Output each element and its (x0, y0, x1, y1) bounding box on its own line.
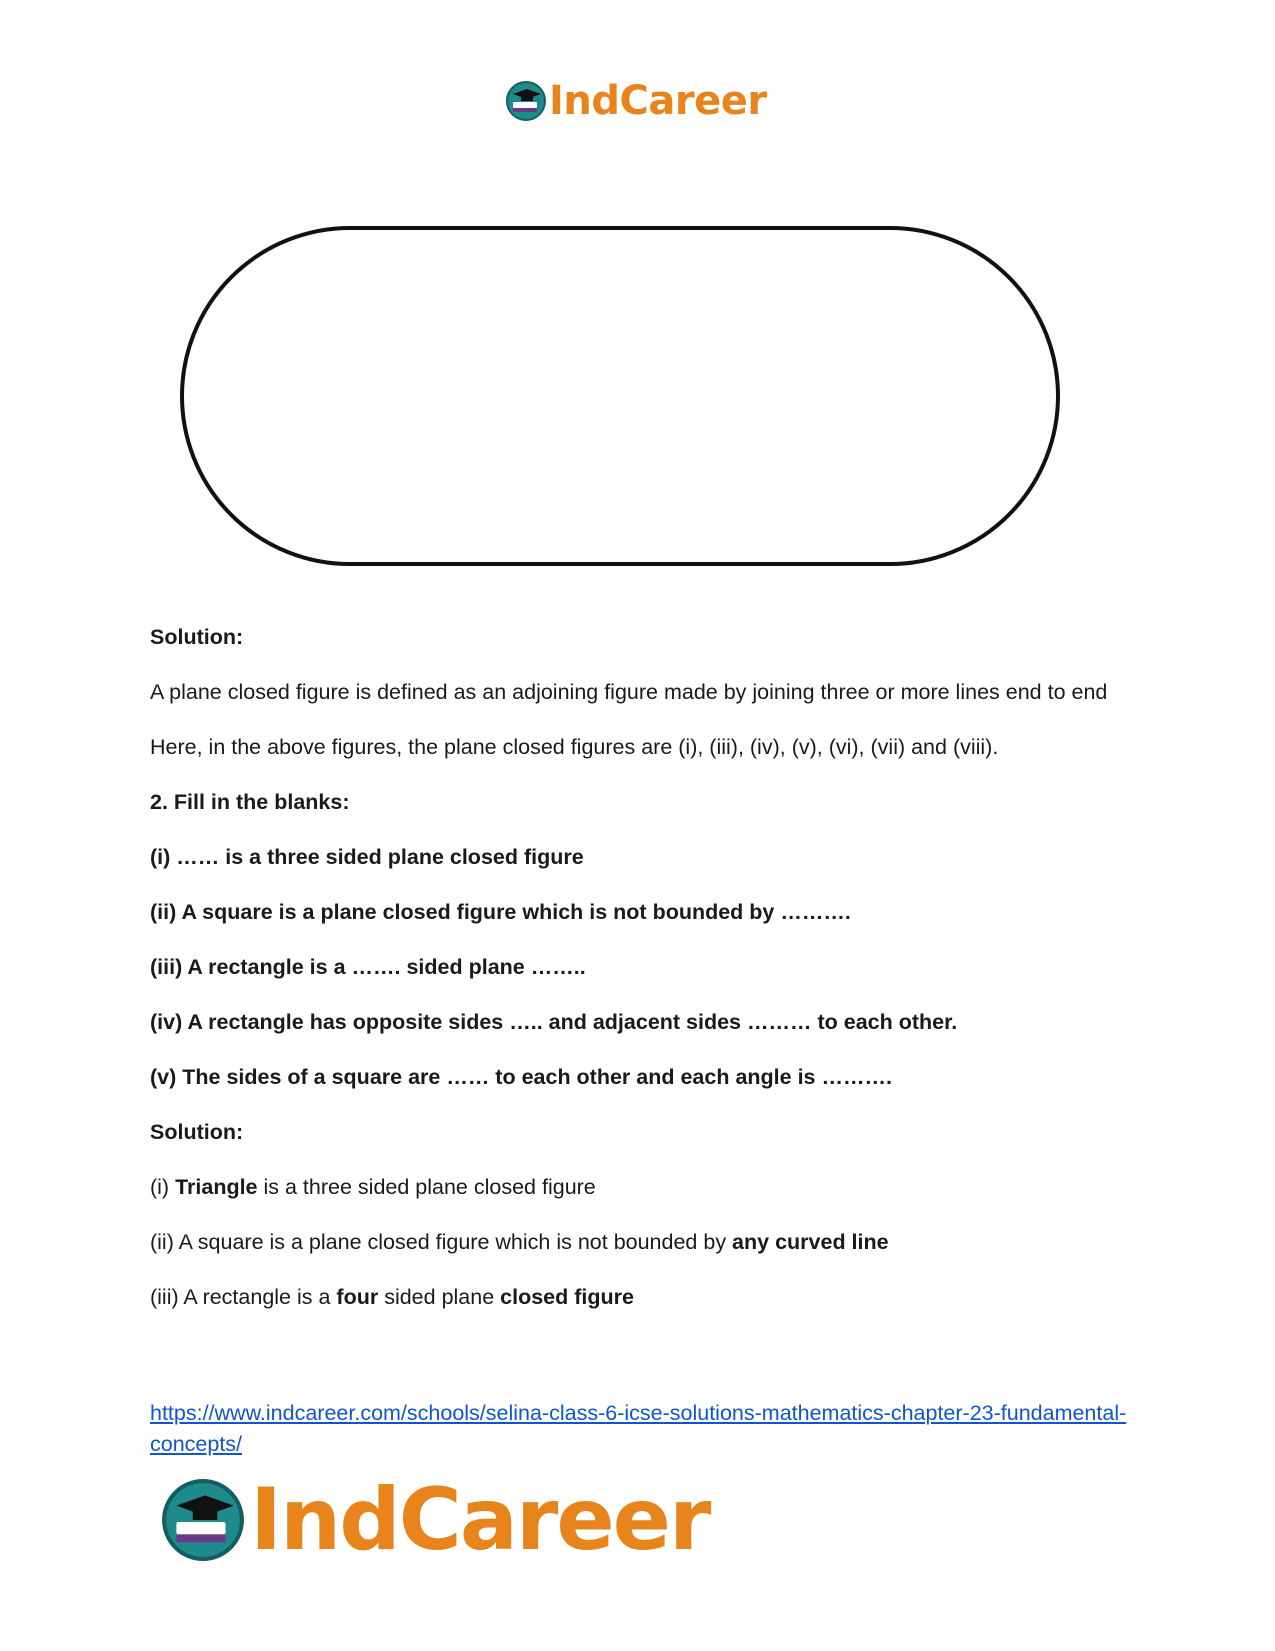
solution-paragraph-1: A plane closed figure is defined as an adjoining figure made by joining three or more lines end to end (150, 680, 1108, 704)
solution-heading-1: Solution: (150, 625, 244, 649)
graduation-cap-book-icon (160, 1477, 246, 1563)
logo-wordmark: IndCareer (549, 78, 767, 124)
question-item: (v) The sides of a square are …… to each other and each angle is ………. (150, 1065, 892, 1089)
indcareer-logo-top (505, 78, 767, 124)
solution-paragraph-2: Here, in the above figures, the plane closed figures are (i), (iii), (iv), (v), (vi), (vii) and (viii). (150, 735, 999, 759)
question-2-heading: 2. Fill in the blanks: (150, 790, 350, 814)
indcareer-logo-bottom (160, 1470, 709, 1570)
question-item: (ii) A square is a plane closed figure which is not bounded by ………. (150, 900, 851, 924)
answer-item: (i) Triangle is a three sided plane closed figure (150, 1175, 596, 1199)
answer-item: (ii) A square is a plane closed figure which is not bounded by any curved line (150, 1230, 889, 1254)
logo-wordmark: IndCareer (250, 1470, 710, 1570)
answer-item: (iii) A rectangle is a four sided plane closed figure (150, 1285, 634, 1309)
question-item: (iv) A rectangle has opposite sides ….. and adjacent sides ……… to each other. (150, 1010, 958, 1034)
question-item: (iii) A rectangle is a ……. sided plane …….. (150, 955, 586, 979)
solution-heading-2: Solution: (150, 1120, 244, 1144)
stadium-shape-figure (180, 226, 1060, 566)
footer-link-block (150, 1398, 1130, 1460)
question-item: (i) …… is a three sided plane closed figure (150, 845, 584, 869)
graduation-cap-book-icon (505, 80, 547, 122)
document-content (150, 622, 1110, 1313)
source-url-link[interactable]: https://www.indcareer.com/schools/selina-class-6-icse-solutions-mathematics-chapter-23-fundamental-concepts/ (150, 1401, 1127, 1456)
